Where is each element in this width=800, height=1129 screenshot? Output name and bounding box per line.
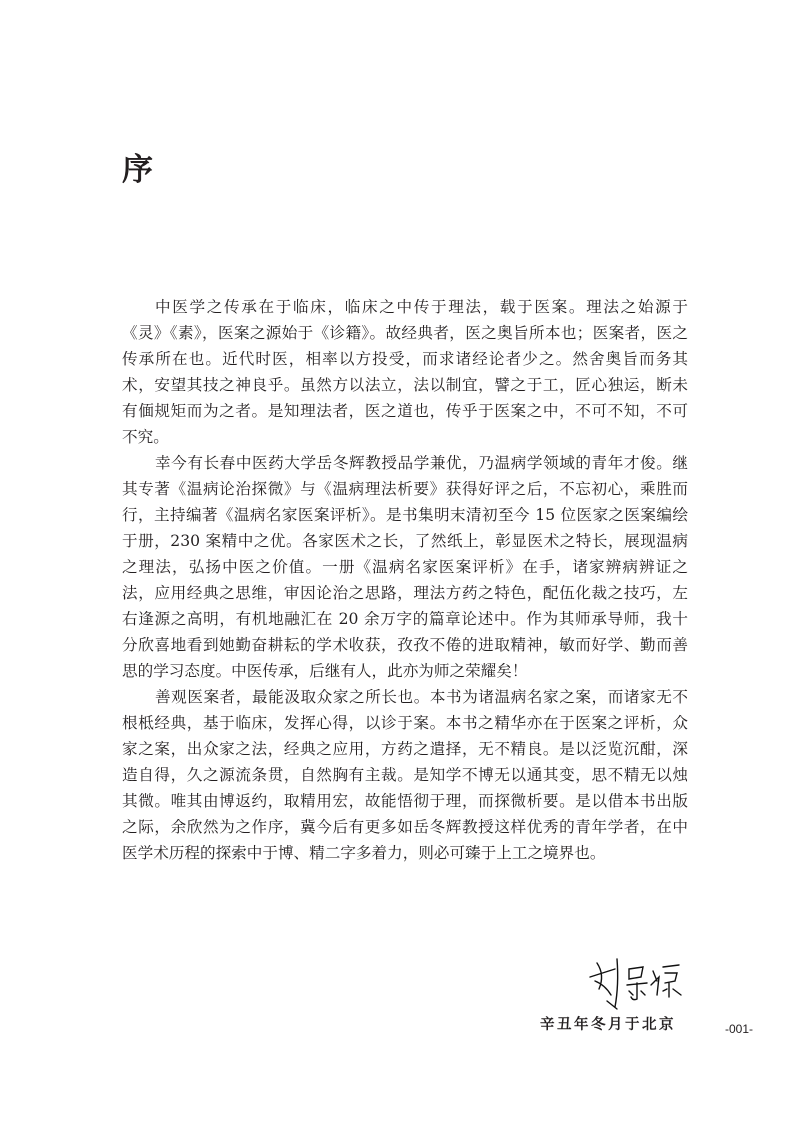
text-line: 其专著《温病论治探微》与《温病理法析要》获得好评之后，不忘初心，乘胜而 <box>122 480 688 498</box>
handwritten-signature <box>585 955 685 1010</box>
text-line: 其微。唯其由博返约，取精用宏，故能悟彻于理，而探微析要。是以借本书出版 <box>122 792 688 810</box>
text-line: 《灵》《素》，医案之源始于《诊籍》。故经典者，医之奥旨所本也；医案者，医之 <box>122 324 688 342</box>
text-line: 造自得，久之源流条贯，自然胸有主裁。是知学不博无以通其变，思不精无以烛 <box>122 766 688 784</box>
text-line: 之理法，弘扬中医之价值。一册《温病名家医案评析》在手，诸家辨病辨证之 <box>122 558 688 576</box>
text-line: 于册，230 案精中之优。各家医术之长，了然纸上，彰显医术之特长，展现温病 <box>122 532 688 550</box>
preface-body <box>122 294 688 866</box>
paragraph <box>122 294 688 450</box>
text-line: 法，应用经典之思维，审因论治之思路，理法方药之特色，配伍化裁之技巧，左 <box>122 584 688 602</box>
text-line: 行，主持编著《温病名家医案评析》。是书集明末清初至今 15 位医家之医案编绘 <box>122 506 688 524</box>
text-line: 医学术历程的探索中于博、精二字多着力，则必可臻于上工之境界也。 <box>122 844 606 862</box>
text-line: 中医学之传承在于临床，临床之中传于理法，载于医案。理法之始源于 <box>155 298 688 316</box>
text-line: 不究。 <box>122 428 169 446</box>
date-place: 辛丑年冬月于北京 <box>540 1016 676 1033</box>
text-line: 善观医案者，最能汲取众家之所长也。本书为诸温病名家之案，而诸家无不 <box>155 688 688 706</box>
text-line: 思的学习态度。中医传承，后继有人，此亦为师之荣耀矣！ <box>122 662 528 680</box>
text-line: 右逢源之高明，有机地融汇在 20 余万字的篇章论述中。作为其师承导师，我十 <box>122 610 688 628</box>
page-title: 序 <box>122 152 153 188</box>
text-line: 分欣喜地看到她勤奋耕耘的学术收获，孜孜不倦的进取精神，敏而好学、勤而善 <box>122 636 688 654</box>
text-line: 传承所在也。近代时医，相率以方投受，而求诸经论者少之。然舍奥旨而务其 <box>122 350 688 368</box>
paragraph <box>122 450 688 684</box>
text-line: 有偭规矩而为之者。是知理法者，医之道也，传乎于医案之中，不可不知，不可 <box>122 402 688 420</box>
text-line: 家之案，出众家之法，经典之应用，方药之遣择，无不精良。是以泛览沉酣，深 <box>122 740 688 758</box>
page-number: -001- <box>725 1022 754 1036</box>
text-line: 幸今有长春中医药大学岳冬辉教授品学兼优，乃温病学领域的青年才俊。继 <box>155 454 688 472</box>
text-line: 术，安望其技之神良乎。虽然方以法立，法以制宜，譬之于工，匠心独运，断未 <box>122 376 688 394</box>
paragraph <box>122 684 688 866</box>
text-line: 之际，余欣然为之作序，冀今后有更多如岳冬辉教授这样优秀的青年学者，在中 <box>122 818 688 836</box>
text-line: 根柢经典，基于临床，发挥心得，以诊于案。本书之精华亦在于医案之评析，众 <box>122 714 688 732</box>
